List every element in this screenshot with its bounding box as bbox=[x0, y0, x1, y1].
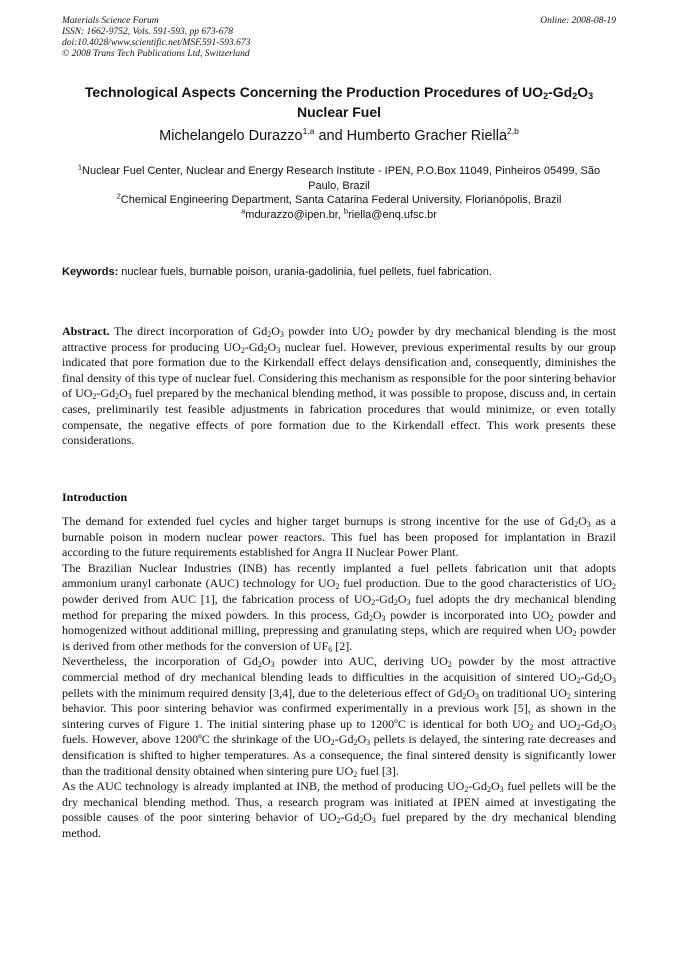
introduction-body bbox=[62, 514, 616, 841]
online-date: Online: 2008-08-19 bbox=[540, 16, 616, 26]
paragraph: Nevertheless, the incorporation of $Gd_2O_3$ powder into AUC, deriving $UO_2$ powder by the most attractive commercial method of dry mechanical blending leads to difficulties in the acquisition of sintered $UO_2-Gd_2O_3$ pellets with the minimum required density [3,4], due to the deleterious effect of $Gd_2O_3$ on traditional $UO_2$ sintering behavior. This poor sintering behavior was confirmed experimentally in a previous work [5], as shown in the sintering curves of Figure 1. The initial sintering phase up to 1200ºC is identical for both $UO_2$ and $UO_2-Gd_2O_3$ fuels. However, above 1200ºC the shrinkage of the $UO_2-Gd_2O_3$ pellets is delayed, the sintering rate decreases and densification is shifted to higher temperatures. As a consequence, the final sintered density is significantly lower than the traditional density obtained when sintering pure $UO_2$ fuel [3]. bbox=[62, 654, 616, 779]
author-durazzo: Michelangelo Durazzo bbox=[159, 128, 303, 144]
affiliation-2: $^2$Chemical Engineering Department, Santa Catarina Federal University, Florianópolis, Brazil bbox=[116, 191, 562, 206]
keywords-label: Keywords: bbox=[62, 266, 119, 278]
paper-title: Technological Aspects Concerning the Production Procedures of $UO_2-Gd_2O_3$ Nuclear Fuel bbox=[84, 84, 594, 120]
paragraph: As the AUC technology is already implanted at INB, the method of producing $UO_2-Gd_2O_3$ fuel pellets will be the dry mechanical blending method. Thus, a research program was initiated at IPEN aimed at investigating the possible causes of the poor sintering behavior of $UO_2-Gd_2O_3$ fuel prepared by the dry mechanical blending method. bbox=[62, 779, 616, 840]
abstract-label: Abstract. bbox=[62, 324, 110, 338]
affiliation-1: $^1$Nuclear Fuel Center, Nuclear and Energy Research Institute - IPEN, P.O.Box 11049, Pinheiros 05499, São Paulo, Brazil bbox=[77, 162, 601, 192]
abstract: Abstract. The direct incorporation of $Gd_2O_3$ powder into $UO_2$ powder by dry mechanical blending is the most attractive process for producing $UO_2-Gd_2O_3$ nuclear fuel. However, previous experimental results by our group indicated that pore formation due to the Kirkendall effect delays densification and, consequently, diminishes the final density of this type of nuclear fuel. Considering this mechanism as responsible for the poor sintering behavior of $UO_2-Gd_2O_3$ fuel prepared by the mechanical blending method, it was possible to propose, discuss and, in certain cases, preliminarily test feasible adjustments in fabrication procedures that would minimize, or even totally compensate, the negative effects of pore formation due to the Kirkendall effect. This work presents these considerations. bbox=[62, 324, 617, 448]
author-list: Michelangelo Durazzo$^{1,a}$ and Humberto Gracher Riella$^{2,b}$ bbox=[159, 126, 519, 144]
section-heading-introduction: Introduction bbox=[62, 490, 128, 504]
author-riella: Humberto Gracher Riella bbox=[346, 128, 508, 144]
paragraph: The Brazilian Nuclear Industries (INB) has recently implanted a fuel pellets fabrication unit that adopts ammonium uranyl carbonate (AUC) technology for $UO_2$ fuel production. Due to the good characteristics of $UO_2$ powder derived from AUC [1], the fabrication process of $UO_2-Gd_2O_3$ fuel adopts the dry mechanical blending method for preparing the mixed powders. In this process, $Gd_2O_3$ powder is incorporated into $UO_2$ powder and homogenized without additional milling, prepressing and granulating steps, which are required when $UO_2$ powder is derived from other methods for the conversion of $UF_6$ [2]. bbox=[62, 560, 617, 654]
journal-header bbox=[62, 16, 616, 60]
keywords bbox=[62, 266, 616, 278]
journal-name: Materials Science Forum bbox=[62, 16, 159, 26]
author-emails: $^a$mdurazzo@ipen.br, $^b$riella@enq.ufsc.br bbox=[241, 205, 437, 221]
journal-doi: doi:10.4028/www.scientific.net/MSF.591-593.673 bbox=[62, 38, 251, 48]
paragraph: The demand for extended fuel cycles and higher target burnups is strong incentive for the use of $Gd_2O_3$ as a burnable poison in modern nuclear power reactors. This fuel has been proposed for implantation in Brazil according to the future requirements established for Angra II Nuclear Power Plant. bbox=[62, 514, 616, 560]
journal-issn: ISSN: 1662-9752, Vols. 591-593, pp 673-678 bbox=[62, 27, 233, 37]
keywords-text: nuclear fuels, burnable poison, urania-gadolinia, fuel pellets, fuel fabrication. bbox=[118, 266, 492, 278]
journal-copyright: © 2008 Trans Tech Publications Ltd, Switzerland bbox=[62, 49, 250, 59]
affiliations bbox=[62, 164, 616, 222]
